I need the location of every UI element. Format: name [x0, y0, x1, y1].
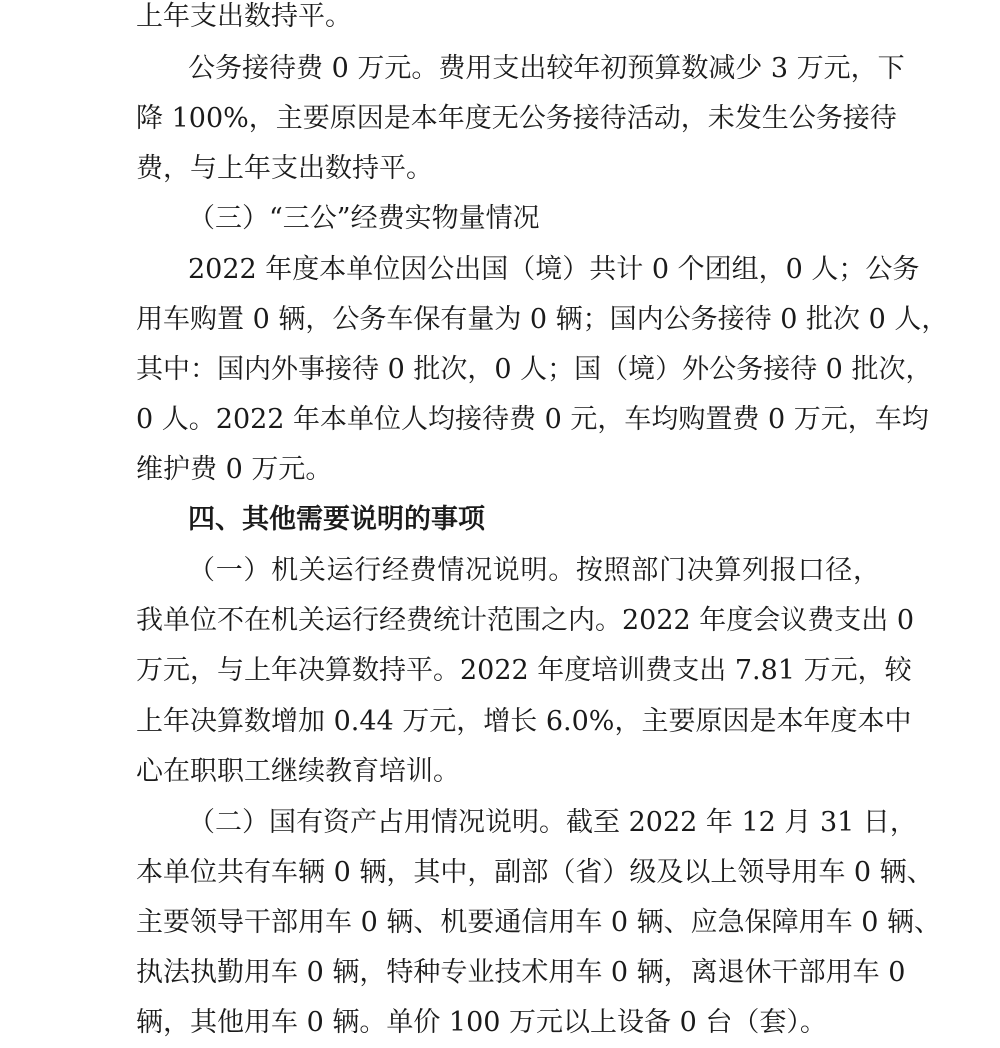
paragraph-line: 我单位不在机关运行经费统计范围之内。2022 年度会议费支出 0 [136, 605, 915, 636]
paragraph-line: 费，与上年支出数持平。 [136, 153, 433, 184]
paragraph-line: （二）国有资产占用情况说明。截至 2022 年 12 月 31 日， [188, 807, 917, 838]
paragraph-line: 降 100%，主要原因是本年度无公务接待活动，未发生公务接待 [136, 103, 897, 134]
paragraph-line: 主要领导干部用车 0 辆、机要通信用车 0 辆、应急保障用车 0 辆、 [136, 907, 942, 938]
paragraph-line: 上年决算数增加 0.44 万元，增长 6.0%，主要原因是本年度本中 [136, 706, 912, 737]
paragraph-line: 公务接待费 0 万元。费用支出较年初预算数减少 3 万元，下 [188, 53, 905, 84]
paragraph-line: 万元，与上年决算数持平。2022 年度培训费支出 7.81 万元，较 [136, 655, 912, 686]
paragraph-line: 执法执勤用车 0 辆，特种专业技术用车 0 辆，离退休干部用车 0 [136, 957, 906, 988]
section-heading: （三）“三公”经费实物量情况 [188, 203, 540, 234]
paragraph-line: 维护费 0 万元。 [136, 454, 333, 485]
paragraph-line: 上年支出数持平。 [136, 1, 352, 32]
paragraph-line: 用车购置 0 辆，公务车保有量为 0 辆；国内公务接待 0 批次 0 人， [136, 304, 949, 335]
paragraph-line: 心在职职工继续教育培训。 [136, 756, 460, 787]
paragraph-line: 辆，其他用车 0 辆。单价 100 万元以上设备 0 台（套）。 [136, 1007, 827, 1038]
paragraph-line: 其中：国内外事接待 0 批次，0 人；国（境）外公务接待 0 批次， [136, 354, 933, 385]
paragraph-line: 本单位共有车辆 0 辆，其中，副部（省）级及以上领导用车 0 辆、 [136, 857, 934, 888]
paragraph-line: （一）机关运行经费情况说明。按照部门决算列报口径， [188, 555, 880, 586]
paragraph-line: 2022 年度本单位因公出国（境）共计 0 个团组，0 人；公务 [188, 254, 920, 285]
paragraph-line: 0 人。2022 年本单位人均接待费 0 元，车均购置费 0 万元，车均 [136, 404, 929, 435]
chapter-heading: 四、其他需要说明的事项 [188, 504, 485, 535]
